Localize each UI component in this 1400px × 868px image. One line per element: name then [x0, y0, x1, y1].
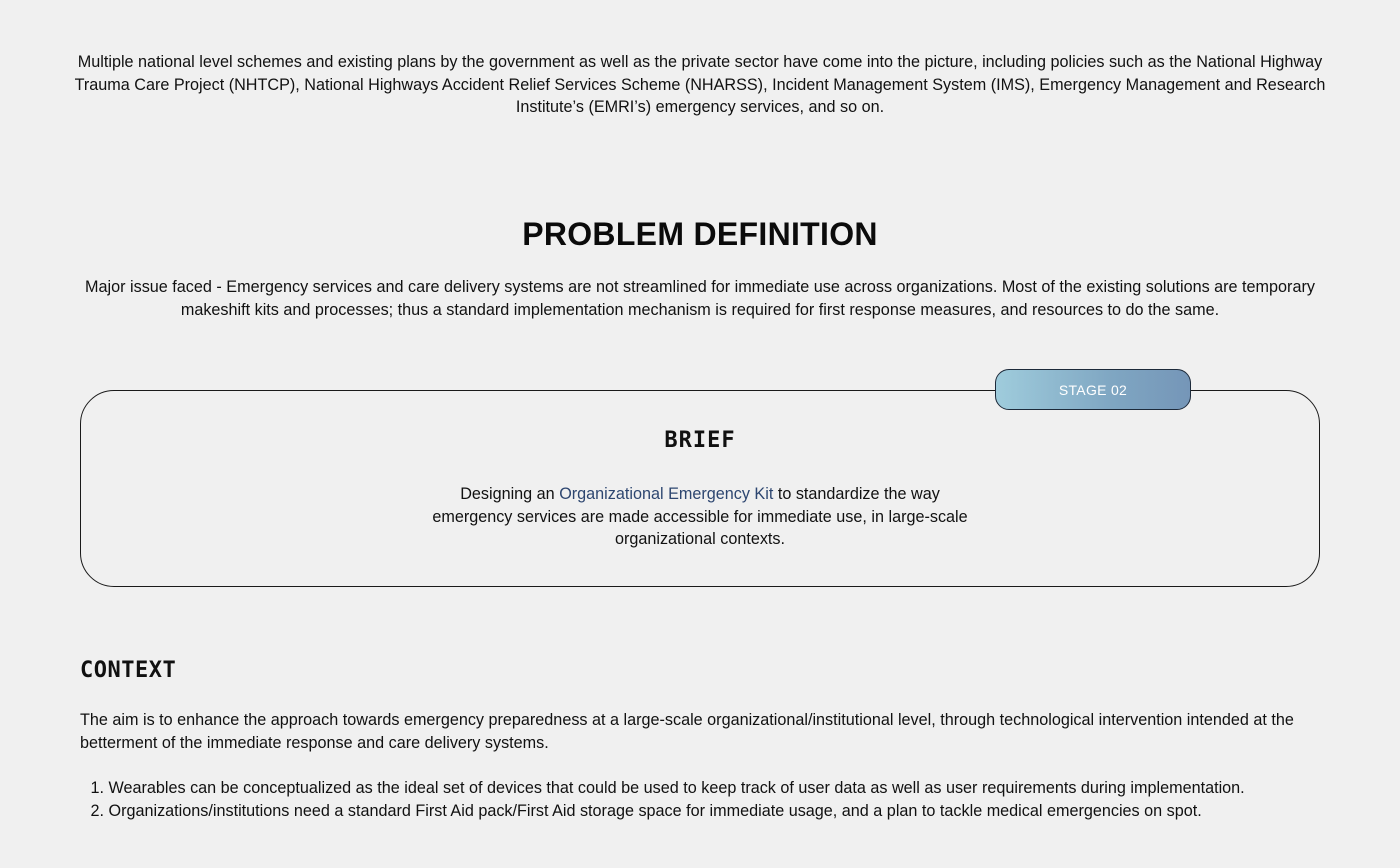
- stage-badge-label: STAGE 02: [1058, 381, 1128, 398]
- context-paragraph: The aim is to enhance the approach towards emergency preparedness at a large-scale organizational/institutional level, through technological intervention intended at the betterment of the immediate response and care delivery systems.: [80, 711, 1294, 752]
- list-item-text: Organizations/institutions need a standard First Aid pack/First Aid storage space for immediate usage, and a plan to tackle medical emergencies on spot.: [108, 801, 1202, 820]
- brief-text: [430, 483, 970, 551]
- list-item-number: 2.: [90, 801, 104, 820]
- list-item-text: Wearables can be conceptualized as the ideal set of devices that could be used to keep track of user data as well as user requirements during implementation.: [108, 779, 1245, 797]
- stage-badge: [995, 369, 1191, 410]
- list-item: [80, 777, 1340, 800]
- intro-paragraph: Multiple national level schemes and existing plans by the government as well as the private sector have come into the picture, including policies such as the National Highway Trauma Care Project (NHTCP), National Highways Accident Relief Services Scheme (NHARSS), Incident Management System (IMS), Emergency Management and Research Institute’s (EMRI’s) emergency services, and so on.: [74, 53, 1326, 116]
- brief-heading: BRIEF: [664, 428, 736, 453]
- list-item: [80, 800, 1340, 823]
- context-heading: CONTEXT: [80, 658, 177, 683]
- brief-text-before: Designing an: [460, 485, 560, 503]
- brief-text-after: to standardize the way emergency services are made accessible for immediate use, in large-scale organizational contexts.: [432, 485, 968, 548]
- context-list: [80, 777, 1340, 822]
- list-item-number: 1.: [90, 779, 104, 797]
- problem-definition-text: Major issue faced - Emergency services and care delivery systems are not streamlined for immediate use across organizations. Most of the existing solutions are temporary makeshift kits and processes; thus a standard implementation mechanism is required for first response measures, and resources to do the same.: [85, 278, 1315, 319]
- problem-definition-heading: PROBLEM DEFINITION: [522, 216, 878, 252]
- brief-highlight: Organizational Emergency Kit: [559, 485, 774, 503]
